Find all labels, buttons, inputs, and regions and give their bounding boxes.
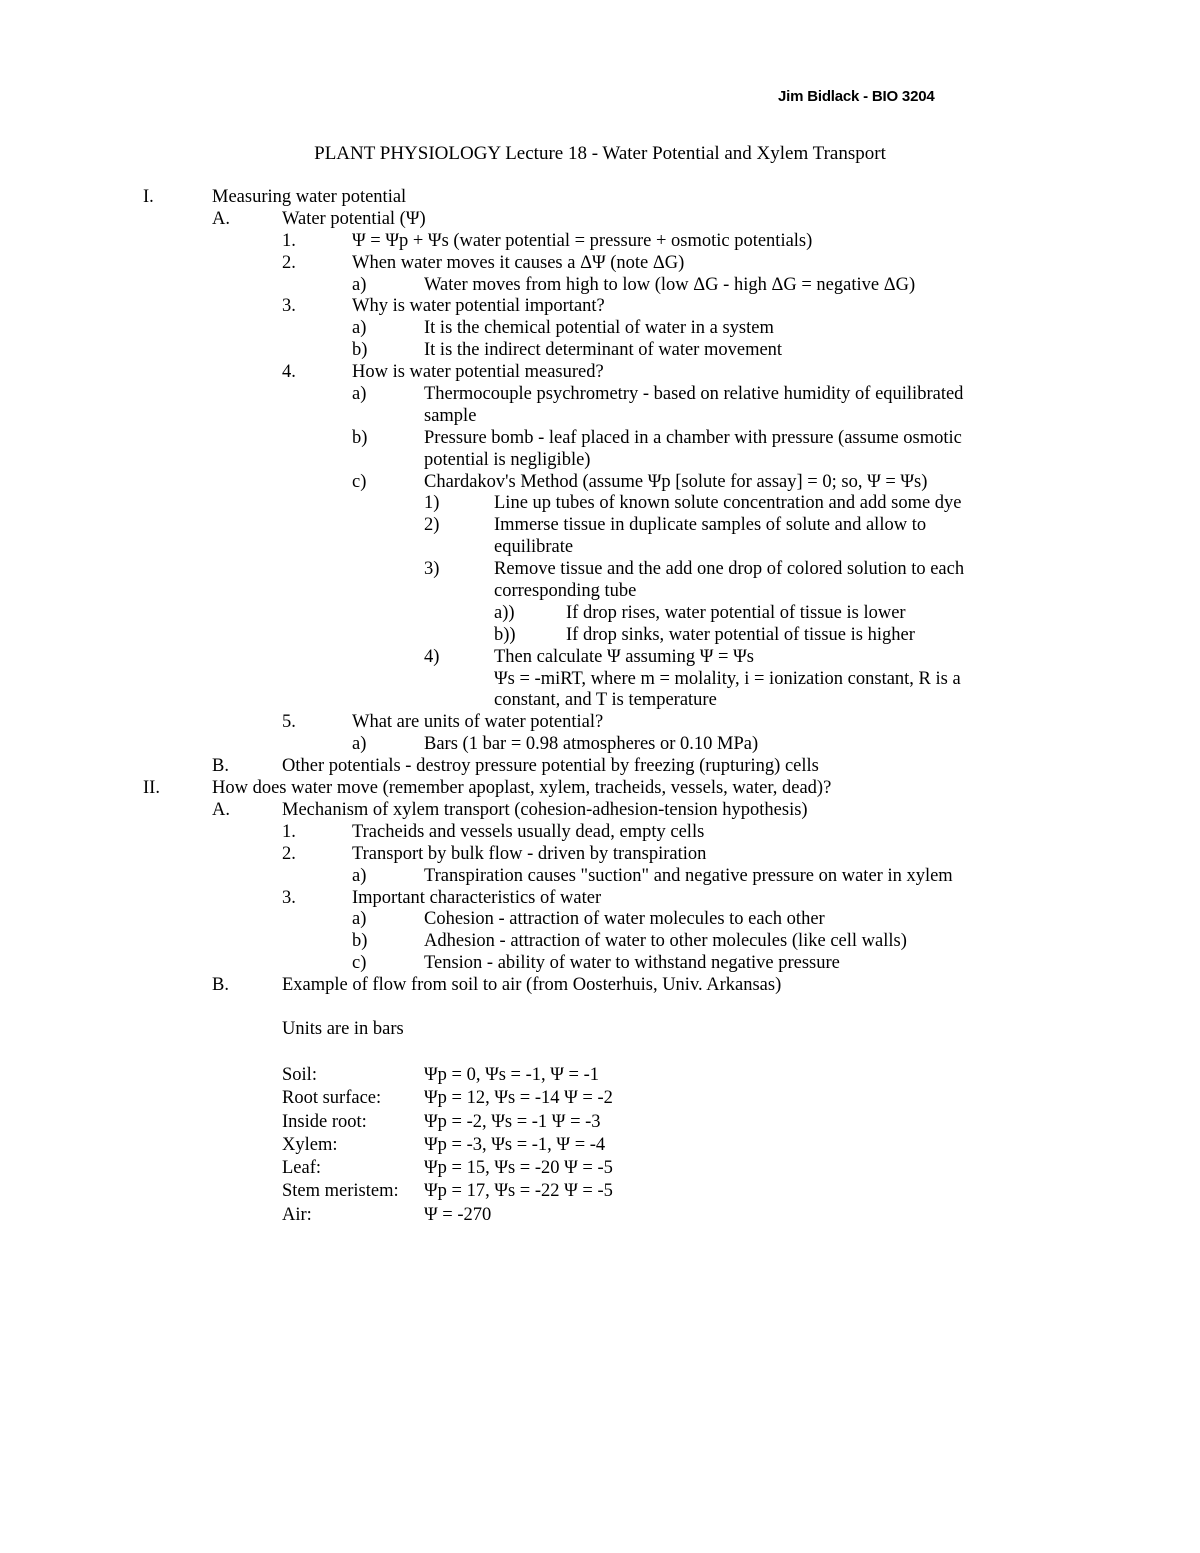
outline-line	[0, 493, 1200, 515]
outline-text: If drop rises, water potential of tissue is lower	[566, 602, 906, 623]
outline-text: potential is negligible)	[424, 449, 591, 470]
flow-row	[0, 1180, 1200, 1203]
flow-location: Root surface:	[282, 1088, 382, 1109]
flow-location: Soil:	[282, 1065, 317, 1085]
flow-row	[0, 1204, 1200, 1227]
outline-line	[0, 384, 1200, 406]
outline-line	[0, 318, 1200, 340]
outline-marker: 2)	[424, 515, 440, 536]
outline-text: Mechanism of xylem transport (cohesion-adhesion-tension hypothesis)	[282, 799, 808, 820]
outline-marker: I.	[143, 187, 154, 207]
outline-marker: a)	[352, 909, 367, 930]
outline-marker: c)	[352, 953, 367, 974]
flow-location: Xylem:	[282, 1134, 338, 1155]
outline-line	[0, 472, 1200, 494]
flow-row	[0, 1087, 1200, 1110]
outline-marker: 1)	[424, 493, 440, 514]
outline-line	[0, 559, 1200, 581]
outline-text: Remove tissue and the add one drop of colored solution to each	[494, 559, 965, 580]
outline-line	[0, 603, 1200, 625]
outline-marker: 1.	[282, 230, 296, 251]
flow-row	[0, 1134, 1200, 1157]
outline-text: constant, and T is temperature	[494, 690, 717, 711]
outline-line	[0, 537, 1200, 559]
outline-marker: 3)	[424, 559, 440, 580]
outline-marker: b)	[352, 340, 368, 361]
outline-line	[0, 406, 1200, 428]
outline-text: Transpiration causes "suction" and negative pressure on water in xylem	[424, 865, 953, 886]
outline-line	[0, 581, 1200, 603]
outline-marker: 5.	[282, 712, 296, 733]
flow-row	[0, 1064, 1200, 1087]
outline-marker: A.	[212, 208, 230, 229]
outline-line	[0, 647, 1200, 669]
outline-text: Tension - ability of water to withstand negative pressure	[424, 953, 840, 974]
outline-line	[0, 888, 1200, 910]
outline-text: Ψs = -miRT, where m = molality, i = ionization constant, R is a	[494, 668, 961, 689]
outline-text: Water potential (Ψ)	[282, 208, 426, 229]
outline-marker: a)	[352, 384, 367, 405]
outline-text: Other potentials - destroy pressure potential by freezing (rupturing) cells	[282, 756, 819, 777]
outline-text: corresponding tube	[494, 581, 637, 602]
outline-line	[0, 931, 1200, 953]
outline-text: Ψ = Ψp + Ψs (water potential = pressure + osmotic potentials)	[352, 230, 813, 251]
outline-text: Adhesion - attraction of water to other molecules (like cell walls)	[424, 931, 907, 952]
flow-potentials: Ψp = 0, Ψs = -1, Ψ = -1	[424, 1065, 600, 1085]
outline-text: equilibrate	[494, 537, 574, 558]
outline-text: Why is water potential important?	[352, 296, 605, 317]
outline-line	[0, 340, 1200, 362]
outline-marker: 2.	[282, 843, 296, 864]
outline-marker: 3.	[282, 887, 296, 908]
outline-line	[0, 362, 1200, 384]
outline-line	[0, 1019, 1200, 1041]
flow-row	[0, 1157, 1200, 1180]
outline-text: Measuring water potential	[212, 187, 407, 207]
outline-text: Important characteristics of water	[352, 887, 602, 908]
outline-marker: b)	[352, 931, 368, 952]
outline-line	[0, 275, 1200, 297]
page-title: PLANT PHYSIOLOGY Lecture 18 - Water Potential and Xylem Transport	[314, 143, 886, 164]
outline-marker: c)	[352, 471, 367, 492]
outline-line	[0, 756, 1200, 778]
flow-potentials: Ψp = 12, Ψs = -14 Ψ = -2	[424, 1088, 613, 1109]
outline-line	[0, 296, 1200, 318]
outline-marker: B.	[212, 756, 229, 777]
outline-text: Water moves from high to low (low ΔG - high ΔG = negative ΔG)	[424, 274, 916, 295]
flow-row	[0, 1111, 1200, 1134]
outline-marker: II.	[143, 778, 160, 799]
outline-text: Thermocouple psychrometry - based on relative humidity of equilibrated	[424, 384, 964, 405]
outline-text: When water moves it causes a ΔΨ (note ΔG)	[352, 252, 685, 273]
outline-line	[0, 428, 1200, 450]
outline-marker: a)	[352, 865, 367, 886]
flow-potentials: Ψp = -3, Ψs = -1, Ψ = -4	[424, 1134, 606, 1155]
outline-line	[0, 209, 1200, 231]
flow-table	[0, 1064, 1200, 1227]
outline-text: If drop sinks, water potential of tissue is higher	[566, 624, 915, 645]
outline-line	[0, 231, 1200, 253]
outline-text: Bars (1 bar = 0.98 atmospheres or 0.10 MPa)	[424, 734, 759, 755]
outline-line	[0, 450, 1200, 472]
outline-text: sample	[424, 405, 477, 426]
outline-line	[0, 253, 1200, 275]
outline-marker: b))	[494, 624, 516, 645]
flow-potentials: Ψp = -2, Ψs = -1 Ψ = -3	[424, 1111, 601, 1132]
outline-marker: 2.	[282, 252, 296, 273]
outline-text: Cohesion - attraction of water molecules to each other	[424, 909, 825, 930]
flow-potentials: Ψ = -270	[424, 1204, 492, 1225]
outline-text: Chardakov's Method (assume Ψp [solute for assay] = 0; so, Ψ = Ψs)	[424, 471, 928, 492]
outline-text: Units are in bars	[282, 1018, 404, 1039]
lecture-outline	[0, 187, 1200, 1041]
outline-text: It is the chemical potential of water in a system	[424, 318, 774, 339]
flow-potentials: Ψp = 17, Ψs = -22 Ψ = -5	[424, 1181, 613, 1202]
outline-line	[0, 866, 1200, 888]
outline-text: Immerse tissue in duplicate samples of solute and allow to	[494, 515, 927, 536]
outline-line	[0, 997, 1200, 1019]
outline-marker: b)	[352, 427, 368, 448]
outline-line	[0, 712, 1200, 734]
outline-text: It is the indirect determinant of water movement	[424, 340, 783, 361]
outline-text: How does water move (remember apoplast, xylem, tracheids, vessels, water, dead)?	[212, 778, 832, 799]
outline-text: Tracheids and vessels usually dead, empty cells	[352, 821, 705, 842]
outline-marker: A.	[212, 799, 230, 820]
outline-text: Then calculate Ψ assuming Ψ = Ψs	[494, 646, 754, 667]
outline-line	[0, 822, 1200, 844]
outline-line	[0, 669, 1200, 691]
outline-text: Pressure bomb - leaf placed in a chamber with pressure (assume osmotic	[424, 427, 962, 448]
outline-line	[0, 734, 1200, 756]
outline-text: What are units of water potential?	[352, 712, 604, 733]
flow-location: Leaf:	[282, 1158, 322, 1179]
page-header: Jim Bidlack - BIO 3204	[778, 88, 935, 105]
outline-line	[0, 953, 1200, 975]
flow-location: Inside root:	[282, 1111, 367, 1132]
outline-text: Example of flow from soil to air (from Oosterhuis, Univ. Arkansas)	[282, 975, 782, 996]
flow-location: Stem meristem:	[282, 1181, 399, 1202]
outline-text: Line up tubes of known solute concentration and add some dye	[494, 493, 962, 514]
outline-marker: 1.	[282, 821, 296, 842]
outline-line	[0, 909, 1200, 931]
outline-line	[0, 975, 1200, 997]
outline-line	[0, 800, 1200, 822]
outline-line	[0, 778, 1200, 800]
outline-line	[0, 515, 1200, 537]
flow-potentials: Ψp = 15, Ψs = -20 Ψ = -5	[424, 1158, 613, 1179]
outline-marker: a)	[352, 274, 367, 295]
outline-line	[0, 625, 1200, 647]
outline-line	[0, 844, 1200, 866]
outline-marker: a))	[494, 602, 515, 623]
flow-location: Air:	[282, 1204, 312, 1225]
outline-text: Transport by bulk flow - driven by transpiration	[352, 843, 707, 864]
outline-marker: 4)	[424, 646, 440, 667]
outline-marker: 3.	[282, 296, 296, 317]
outline-marker: B.	[212, 975, 229, 996]
outline-line	[0, 187, 1200, 209]
outline-marker: 4.	[282, 362, 296, 383]
outline-marker: a)	[352, 734, 367, 755]
outline-marker: a)	[352, 318, 367, 339]
outline-text: How is water potential measured?	[352, 362, 604, 383]
outline-line	[0, 690, 1200, 712]
